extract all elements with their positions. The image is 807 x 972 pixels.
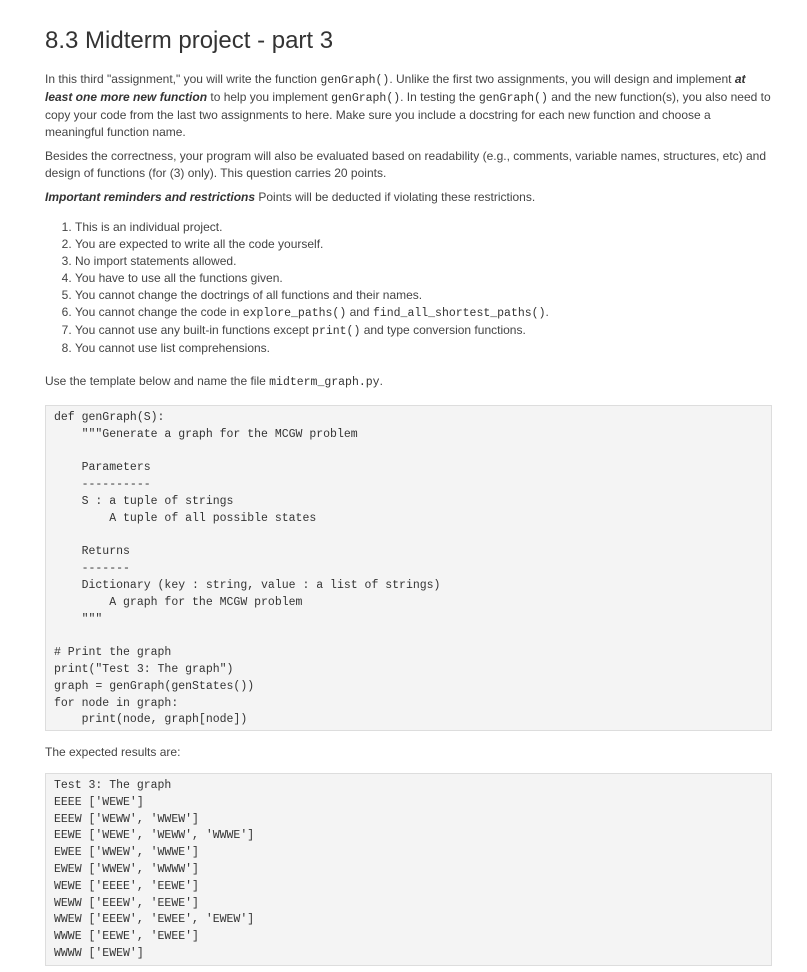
template-note-text-1: Use the template below and name the file	[45, 374, 270, 388]
rule-6-text-2: and	[346, 305, 373, 319]
page-content	[45, 24, 772, 966]
intro-text-5: and the new function(s), you also need to copy your code from the last two assignments to here. Make sure you include a docstring for each new function and choose a meaningful function name.	[45, 90, 771, 139]
code-filename: midterm_graph.py	[269, 376, 380, 389]
code-gengraph-2: genGraph()	[331, 92, 401, 105]
list-item: 8. You cannot use list comprehensions.	[75, 340, 772, 357]
reminders-heading: Important reminders and restrictions	[45, 190, 256, 204]
code-gengraph-3: genGraph()	[478, 92, 548, 105]
expected-results-label: The expected results are:	[45, 745, 181, 759]
intro-text-3: to help you implement	[207, 90, 332, 104]
intro-text-1: In this third "assignment," you will write the function	[45, 72, 321, 86]
restrictions-list	[45, 219, 772, 357]
list-item: 2. You are expected to write all the code yourself.	[75, 236, 772, 253]
template-note-text-2: .	[379, 374, 383, 388]
reminders-text: Points will be deducted if violating these restrictions.	[255, 190, 536, 204]
page-title: 8.3 Midterm project - part 3	[45, 27, 334, 54]
intro-text-2: . Unlike the first two assignments, you will design and implement	[389, 72, 735, 86]
list-item: 4. You have to use all the functions given.	[75, 270, 772, 287]
list-item	[75, 304, 772, 322]
expected-output-block[interactable]: Test 3: The graph EEEE ['WEWE'] EEEW ['WEWW', 'WWEW'] EEWE ['WEWE', 'WEWW', 'WWWE'] EWEE ['WWEW', 'WWWE'] EWEW ['WWEW', 'WWWW'] WEWE ['EEEE', 'EEWE'] WEWW ['EEEW', 'EEWE'] WWEW ['EEEW', 'EWEE', 'EWEW'] WWWE ['EEWE', 'EWEE'] WWWW ['EWEW']	[45, 773, 772, 966]
rule-6-text-3: .	[545, 305, 549, 319]
template-code-block[interactable]: def genGraph(S): """Generate a graph for the MCGW problem Parameters ---------- S : a tuple of strings A tuple of all possible states Returns ------- Dictionary (key : string, value : a list of strings) A graph for the MCGW problem """ # Print the graph print("Test 3: The graph") graph = genGraph(genStates()) for node in graph: print(node, graph[node])	[45, 405, 772, 731]
intro-emphasis: at least one more new function	[45, 72, 746, 104]
list-item	[75, 322, 772, 340]
evaluation-paragraph: Besides the correctness, your program will also be evaluated based on readability (e.g., comments, variable names, structures, etc) and design of functions (for (3) only). This question carries 20 points.	[45, 149, 767, 180]
code-print: print()	[312, 325, 361, 338]
intro-text-4: . In testing the	[400, 90, 479, 104]
code-find-all-shortest-paths: find_all_shortest_paths()	[372, 307, 546, 320]
intro-paragraph	[45, 71, 772, 141]
rule-7-text-2: and type conversion functions.	[360, 323, 526, 337]
template-note	[45, 373, 772, 391]
list-item: 3. No import statements allowed.	[75, 253, 772, 270]
list-item: 5. You cannot change the doctrings of all functions and their names.	[75, 287, 772, 304]
code-gengraph-1: genGraph()	[320, 74, 390, 87]
code-explore-paths: explore_paths()	[242, 307, 347, 320]
rule-7-text-1: You cannot use any built-in functions except	[75, 323, 313, 337]
rule-6-text-1: You cannot change the code in	[75, 305, 243, 319]
list-item: 1. This is an individual project.	[75, 219, 772, 236]
reminders-paragraph	[45, 189, 772, 206]
